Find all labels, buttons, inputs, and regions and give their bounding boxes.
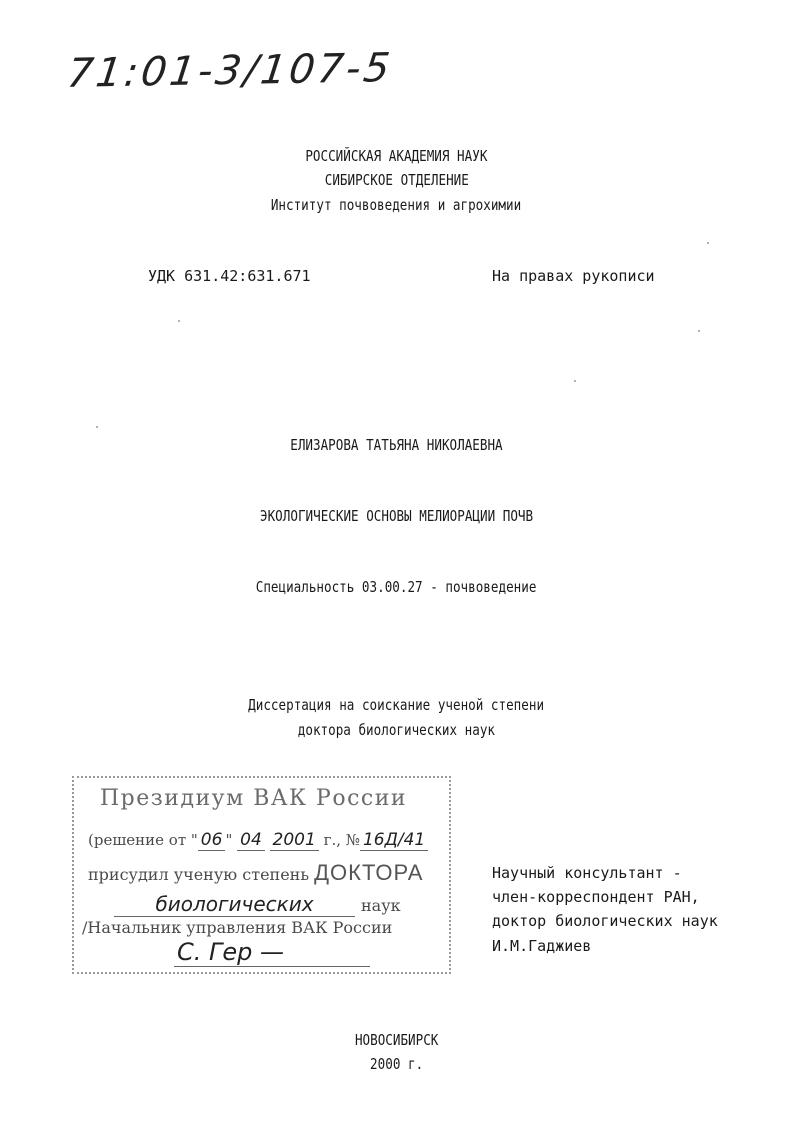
scan-speck [574, 380, 576, 382]
stamp-award-degree: ДОКТОРА [314, 860, 424, 885]
specialty: Специальность 03.00.27 - почвоведение [256, 578, 537, 596]
handwritten-archive-code: 71:01-3/107-5 [64, 45, 396, 97]
stamp-signature [174, 938, 370, 967]
udk-code: УДК 631.42:631.671 [148, 267, 311, 285]
stamp-decision: (решение от " 06 " 04 2001 г., № 16Д/41 [88, 830, 428, 851]
stamp-field-hand: биологических [114, 892, 355, 917]
scan-speck [698, 330, 700, 332]
consultant-line-1: Научный консультант - [492, 864, 682, 882]
consultant-line-4: И.М.Гаджиев [492, 937, 592, 955]
thesis-title: ЭКОЛОГИЧЕСКИЕ ОСНОВЫ МЕЛИОРАЦИИ ПОЧВ [259, 507, 534, 525]
stamp-year: 2001 [270, 830, 319, 851]
scan-speck [96, 426, 98, 428]
degree-line-1: Диссертация на соискание ученой степени [248, 696, 545, 714]
consultant-line-2: член-корреспондент РАН, [492, 888, 700, 906]
vak-stamp [72, 776, 451, 974]
signature-handwriting: С. Гер — [174, 938, 370, 967]
stamp-field: биологических наук [114, 892, 401, 917]
header-branch: СИБИРСКОЕ ОТДЕЛЕНИЕ [324, 171, 469, 189]
stamp-month: 04 [237, 830, 265, 851]
scan-speck [707, 242, 709, 244]
stamp-award: присудил ученую степень ДОКТОРА [88, 860, 424, 885]
stamp-head: /Начальник управления ВАК России [82, 918, 393, 937]
author-name: ЕЛИЗАРОВА ТАТЬЯНА НИКОЛАЕВНА [290, 436, 503, 454]
stamp-number: 16Д/41 [360, 830, 428, 851]
footer-year: 2000 г. [369, 1055, 424, 1073]
stamp-title: Президиум ВАК России [100, 786, 408, 811]
rights-note: На правах рукописи [492, 267, 655, 285]
header-institute: Институт почвоведения и агрохимии [271, 196, 522, 214]
footer-city: НОВОСИБИРСК [354, 1031, 439, 1049]
consultant-line-3: доктор биологических наук [492, 912, 718, 930]
header-academy: РОССИЙСКАЯ АКАДЕМИЯ НАУК [305, 147, 488, 165]
degree-line-2: доктора биологических наук [297, 721, 496, 739]
scan-speck [178, 320, 180, 322]
stamp-day: 06 [198, 830, 226, 851]
